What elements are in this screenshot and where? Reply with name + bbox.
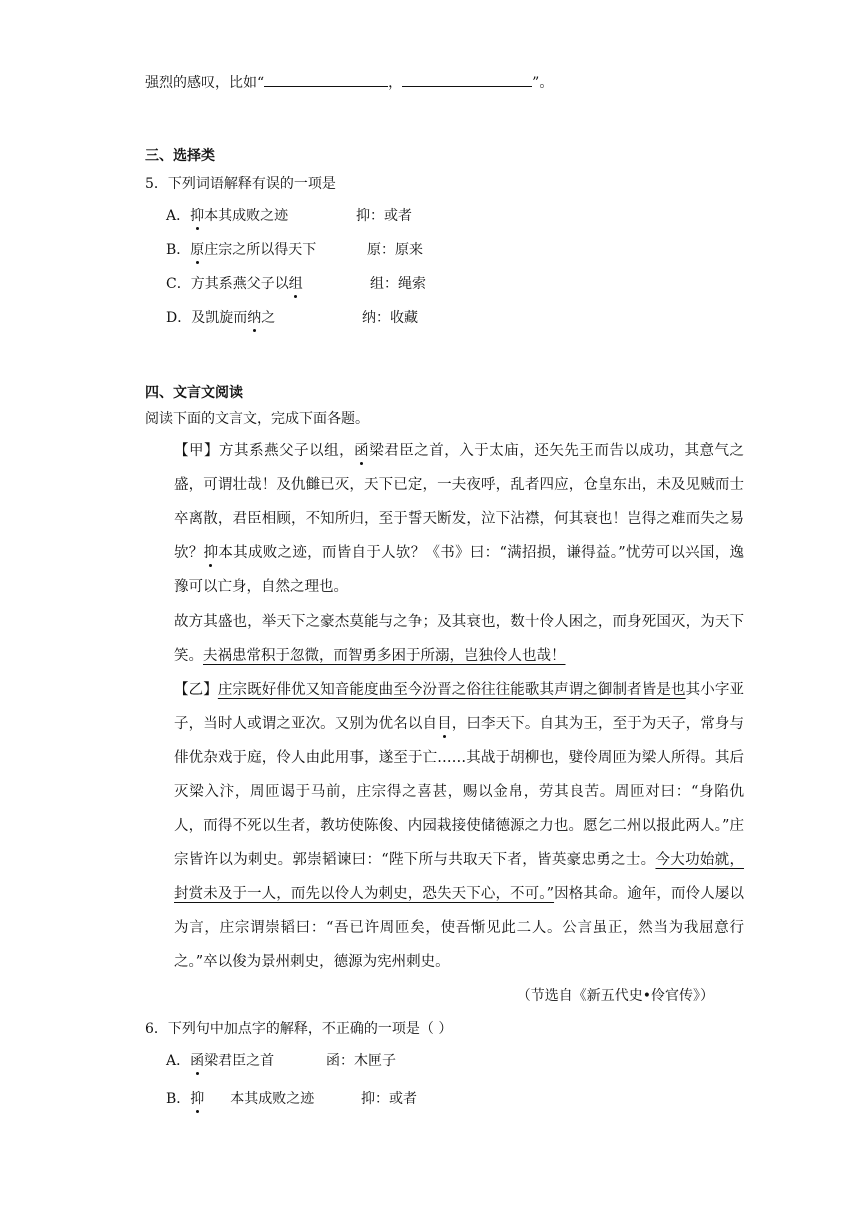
option-label: A． <box>166 1053 191 1069</box>
option-label: C． <box>166 276 191 292</box>
option-text-post: 庄宗之所以得天下 <box>204 242 317 258</box>
passage-jia-paragraph-1 <box>145 434 744 604</box>
option-gloss: 抑：或者 <box>361 1091 417 1107</box>
dotted-char: 抑 <box>190 208 205 224</box>
section3-heading: 三、选择类 <box>145 148 215 164</box>
underlined-sentence: 庄宗既好俳优又知音能度曲至今汾晋之俗往往能歌其声谓之御制者皆是也 <box>217 682 686 698</box>
option-text-post: 梁君臣之首 <box>204 1053 275 1069</box>
q4-fill-line <box>145 72 553 93</box>
dotted-char: 目 <box>437 716 452 732</box>
passage-yi-paragraph <box>145 673 744 979</box>
option-text-pre: 及凯旋而 <box>191 310 248 326</box>
option-gloss: 原：原来 <box>367 242 423 258</box>
source-citation: （节选自《新五代史•伶官传》） <box>516 988 714 1004</box>
dotted-char: 组 <box>288 276 303 292</box>
q5-option-c[interactable] <box>166 274 426 294</box>
dotted-char: 原 <box>190 242 205 258</box>
text-run: 梁君臣之首，入于太庙，还矢先王而告以成功，其意气之盛，可谓壮哉！及仇雠已灭，天下已定，一夫夜呼，乱者四应，仓皇东出，未及见贼而士卒离散，君臣相顾，不知所归，至于誓天断发，泣下沾襟，何其衰也！岂得之难而失之易欤？ <box>174 443 745 561</box>
dotted-char: 抑 <box>203 545 219 561</box>
text-run: 其小字亚子，当时人或谓之亚次。又别为优名以自 <box>174 682 745 732</box>
text-run: 本其成败之迹，而皆自于人欤？《书》曰：“满招损，谦得益。”忧劳可以兴国，逸豫可以亡身，自然之理也。 <box>174 545 745 595</box>
section4-heading: 四、文言文阅读 <box>145 385 243 401</box>
answer-blank-2[interactable] <box>402 72 532 87</box>
q4-prefix: 强烈的感叹，比如“ <box>145 75 265 91</box>
dotted-char: 纳 <box>247 310 262 326</box>
option-text-post: 本其成败之迹 <box>204 208 289 224</box>
option-text-post: 之 <box>261 310 276 326</box>
q4-separator: ， <box>388 75 403 91</box>
text-run: 因格其命。逾年，而伶人屡以为言，庄宗谓崇韬曰：“吾已许周匝矣，使吾惭见此二人。公言虽正，然当为我屈意行之。”卒以俊为景州刺史，德源为宪州刺史。 <box>174 886 744 970</box>
q6-option-a[interactable] <box>166 1051 396 1071</box>
q6-option-b[interactable] <box>166 1089 417 1109</box>
text-run: ，曰李天下。自其为王，至于为天子，常身与俳优杂戏于庭，伶人由此用事，遂至于亡……其战于胡柳也，嬖伶周匝为梁人所得。其后灭梁入汴，周匝谒于马前，庄宗得之喜甚，赐以金帛，劳其良苦。周匝对曰：“身陷仇人，而得不死以生者，教坊使陈俊、内园栽接使储德源之力也。愿乞二州以报此两人。”庄宗皆许以为刺史。郭崇韬谏曰：“陛下所与共取天下者，皆英豪忠勇之士。 <box>174 716 745 868</box>
answer-blank-1[interactable] <box>264 72 388 87</box>
option-gloss: 组：绳索 <box>370 276 426 292</box>
underlined-sentence: 夫祸患常积于忽微，而智勇多困于所溺，岂独伶人也哉！ <box>203 648 566 664</box>
dotted-char: 函 <box>354 443 370 459</box>
q5-stem: 5．下列词语解释有误的一项是 <box>145 176 336 192</box>
option-label: B． <box>166 242 191 258</box>
q5-option-d[interactable] <box>166 308 418 328</box>
passage-tag-yi: 【乙】 <box>174 682 218 698</box>
option-gloss: 纳：收藏 <box>362 310 418 326</box>
underlined-sentence: 今大功始就，封赏未及于一人，而先以伶人为刺史，恐失天下心，不可。” <box>174 852 744 902</box>
option-text-pre: 方其系燕父子以 <box>190 276 289 292</box>
option-gloss: 函：木匣子 <box>326 1053 396 1069</box>
option-text-post: 本其成败之迹 <box>230 1091 315 1107</box>
q5-option-a[interactable] <box>166 206 412 226</box>
text-run: 方其系燕父子以组， <box>219 443 355 459</box>
q5-option-b[interactable] <box>166 240 423 260</box>
dotted-char: 函 <box>190 1053 205 1069</box>
option-label: A． <box>166 208 191 224</box>
text-run: 故方其盛也，举天下之豪杰莫能与之争；及其衰也，数十伶人困之，而身死国灭，为天下笑。 <box>174 614 744 664</box>
dotted-char: 抑 <box>190 1091 205 1107</box>
q4-suffix: ”。 <box>532 75 554 91</box>
option-gloss: 抑：或者 <box>356 208 412 224</box>
section4-intro: 阅读下面的文言文，完成下面各题。 <box>145 411 369 427</box>
option-label: D． <box>166 310 192 326</box>
passage-tag-jia: 【甲】 <box>174 443 220 459</box>
q6-stem: 6．下列句中加点字的解释，不正确的一项是（ ） <box>145 1021 453 1037</box>
passage-jia-paragraph-2 <box>145 605 744 673</box>
option-label: B． <box>166 1091 191 1107</box>
